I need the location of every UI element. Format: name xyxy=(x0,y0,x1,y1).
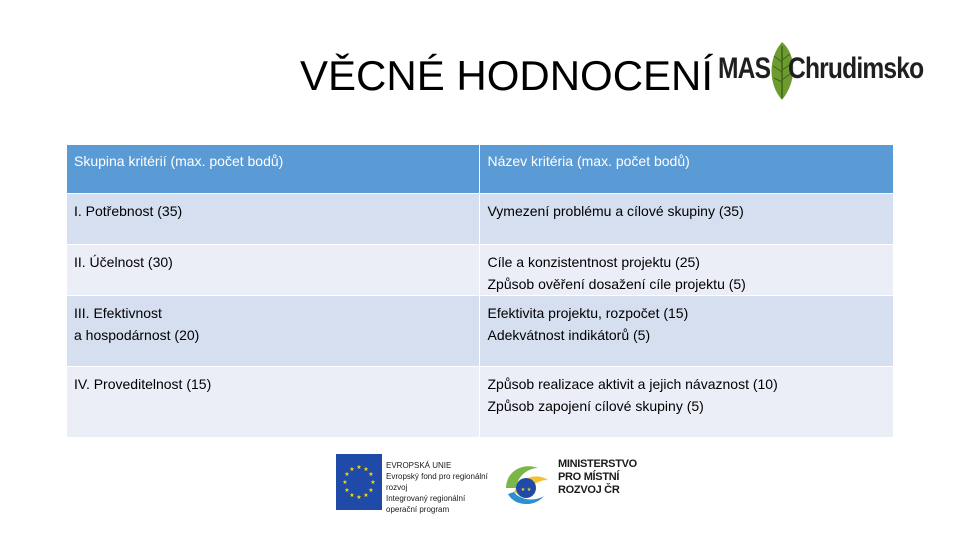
svg-text:★ ★: ★ ★ xyxy=(520,487,532,493)
svg-text:★: ★ xyxy=(368,487,374,494)
mmr-logo xyxy=(500,456,637,512)
svg-text:★: ★ xyxy=(344,471,350,478)
group-text: IV. Proveditelnost (15) xyxy=(74,376,212,392)
criteria-table xyxy=(66,144,894,438)
eu-text-line: EVROPSKÁ UNIE xyxy=(386,461,452,470)
header-group: Skupina kritérií (max. počet bodů) xyxy=(67,145,480,194)
group-cell xyxy=(67,367,480,438)
svg-text:★: ★ xyxy=(344,487,350,494)
logo-text-chrudimsko: Chrudimsko xyxy=(788,52,924,85)
group-text: I. Potřebnost (35) xyxy=(74,203,183,219)
eu-text-line: Evropský fond pro regionální rozvoj xyxy=(386,472,488,492)
table-row xyxy=(67,296,894,367)
svg-text:★: ★ xyxy=(349,466,355,473)
svg-text:★: ★ xyxy=(356,464,362,471)
page-title: VĚCNÉ HODNOCENÍ xyxy=(300,52,714,99)
criteria-cell xyxy=(480,367,894,438)
eu-text-line: Integrovaný regionální operační program xyxy=(386,494,466,514)
eu-text xyxy=(386,460,488,515)
criteria-cell xyxy=(480,296,894,367)
svg-text:★: ★ xyxy=(363,466,369,473)
mmr-text-line: ROZVOJ ČR xyxy=(558,484,620,496)
criteria-text: Vymezení problému a cílové skupiny (35) xyxy=(487,203,744,219)
svg-text:★: ★ xyxy=(363,492,369,499)
criteria-text: Cíle a konzistentnost projektu (25) xyxy=(487,254,700,270)
mmr-emblem-icon xyxy=(500,458,552,510)
group-text: III. Efektivnost xyxy=(74,305,162,321)
criteria-text: Způsob realizace aktivit a jejich návaznost (10) xyxy=(487,376,778,392)
mmr-text-line: PRO MÍSTNÍ xyxy=(558,471,620,483)
criteria-text: Způsob zapojení cílové skupiny (5) xyxy=(487,398,704,414)
group-cell xyxy=(67,245,480,296)
mas-chrudimsko-logo xyxy=(716,40,924,102)
eu-logo xyxy=(336,454,488,514)
svg-text:★: ★ xyxy=(368,471,374,478)
group-cell xyxy=(67,194,480,245)
svg-text:★: ★ xyxy=(356,494,362,501)
table-row xyxy=(67,194,894,245)
table-row xyxy=(67,245,894,296)
criteria-text: Způsob ověření dosažení cíle projektu (5) xyxy=(487,276,746,292)
svg-text:★: ★ xyxy=(370,479,376,486)
svg-text:★: ★ xyxy=(349,492,355,499)
mmr-text xyxy=(558,458,637,497)
criteria-text: Efektivita projektu, rozpočet (15) xyxy=(487,305,689,321)
group-text: a hospodárnost (20) xyxy=(74,327,200,343)
svg-text:★: ★ xyxy=(342,479,348,486)
criteria-cell xyxy=(480,194,894,245)
table-header-row xyxy=(67,145,894,194)
criteria-text: Adekvátnost indikátorů (5) xyxy=(487,327,651,343)
table-row xyxy=(67,367,894,438)
criteria-cell xyxy=(480,245,894,296)
eu-flag-icon xyxy=(336,454,382,510)
logo-text-mas: MAS xyxy=(718,52,771,85)
group-text: II. Účelnost (30) xyxy=(74,254,173,270)
group-cell xyxy=(67,296,480,367)
mmr-text-line: MINISTERSTVO xyxy=(558,458,637,470)
header-criteria: Název kritéria (max. počet bodů) xyxy=(480,145,894,194)
